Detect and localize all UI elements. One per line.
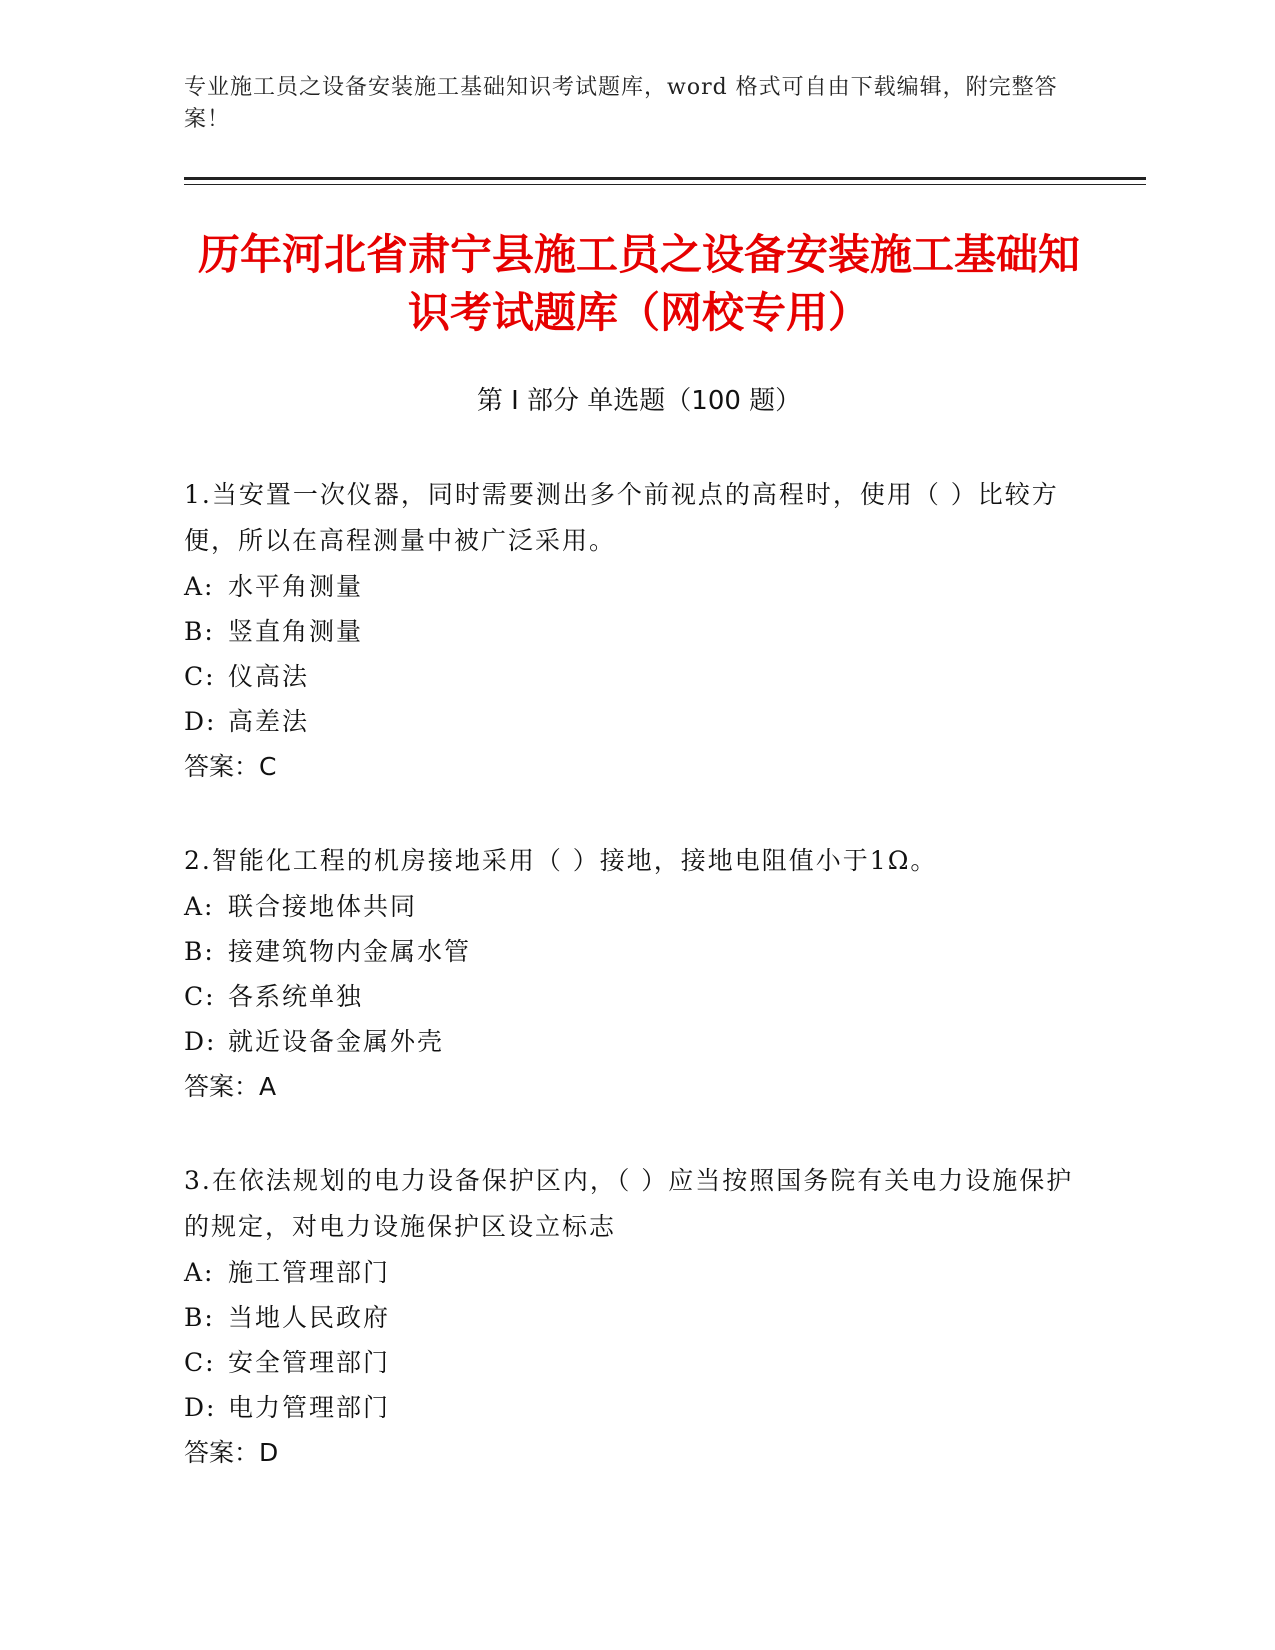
- question-2: [184, 838, 1074, 1109]
- option-text: 各系统单独: [228, 982, 364, 1011]
- option-text: 联合接地体共同: [228, 892, 418, 921]
- option-text: 电力管理部门: [228, 1393, 391, 1422]
- option-key: D:: [184, 707, 217, 736]
- option-text: 安全管理部门: [228, 1348, 391, 1377]
- header-divider-thin: [184, 184, 1146, 185]
- option-key: B:: [184, 617, 215, 646]
- option-c: [184, 654, 1074, 699]
- option-d: [184, 1019, 1074, 1064]
- option-b: [184, 609, 1074, 654]
- question-stem: 3.在依法规划的电力设备保护区内，（ ）应当按照国务院有关电力设施保护的规定，对电力设施保护区设立标志: [184, 1166, 1074, 1241]
- question-stem: 2.智能化工程的机房接地采用（ ）接地，接地电阻值小于1Ω。: [184, 846, 938, 875]
- option-text: 就近设备金属外壳: [228, 1027, 445, 1056]
- section-heading: 第 I 部分 单选题（100 题）: [476, 386, 802, 416]
- option-key: D:: [184, 1027, 217, 1056]
- document-title: 历年河北省肃宁县施工员之设备安装施工基础知识考试题库（网校专用）: [197, 230, 1080, 337]
- header-divider-thick: [184, 177, 1146, 180]
- option-key: A:: [184, 892, 215, 921]
- option-text: 当地人民政府: [228, 1303, 391, 1332]
- option-text: 仪高法: [228, 662, 310, 691]
- option-key: D:: [184, 1393, 217, 1422]
- question-3: [184, 1158, 1074, 1475]
- option-d: [184, 1385, 1074, 1430]
- option-key: C:: [184, 982, 216, 1011]
- option-text: 竖直角测量: [228, 617, 364, 646]
- option-a: [184, 884, 1074, 929]
- option-text: 高差法: [228, 707, 310, 736]
- option-key: A:: [184, 572, 215, 601]
- option-key: C:: [184, 662, 216, 691]
- header-note: 专业施工员之设备安装施工基础知识考试题库，word 格式可自由下载编辑，附完整答案！: [184, 75, 1058, 132]
- option-key: C:: [184, 1348, 216, 1377]
- answer-line: 答案：A: [184, 1072, 277, 1101]
- option-text: 水平角测量: [228, 572, 364, 601]
- option-text: 接建筑物内金属水管: [228, 937, 472, 966]
- option-d: [184, 699, 1074, 744]
- option-a: [184, 1250, 1074, 1295]
- answer-line: 答案：C: [184, 752, 277, 781]
- option-key: B:: [184, 937, 215, 966]
- option-b: [184, 1295, 1074, 1340]
- question-stem: 1.当安置一次仪器，同时需要测出多个前视点的高程时，使用（ ）比较方便，所以在高程测量中被广泛采用。: [184, 480, 1059, 555]
- option-key: B:: [184, 1303, 215, 1332]
- option-b: [184, 929, 1074, 974]
- option-key: A:: [184, 1258, 215, 1287]
- option-a: [184, 564, 1074, 609]
- option-c: [184, 974, 1074, 1019]
- answer-line: 答案：D: [184, 1438, 279, 1467]
- question-1: [184, 472, 1074, 789]
- option-text: 施工管理部门: [228, 1258, 391, 1287]
- option-c: [184, 1340, 1074, 1385]
- question-list: [184, 472, 1074, 1524]
